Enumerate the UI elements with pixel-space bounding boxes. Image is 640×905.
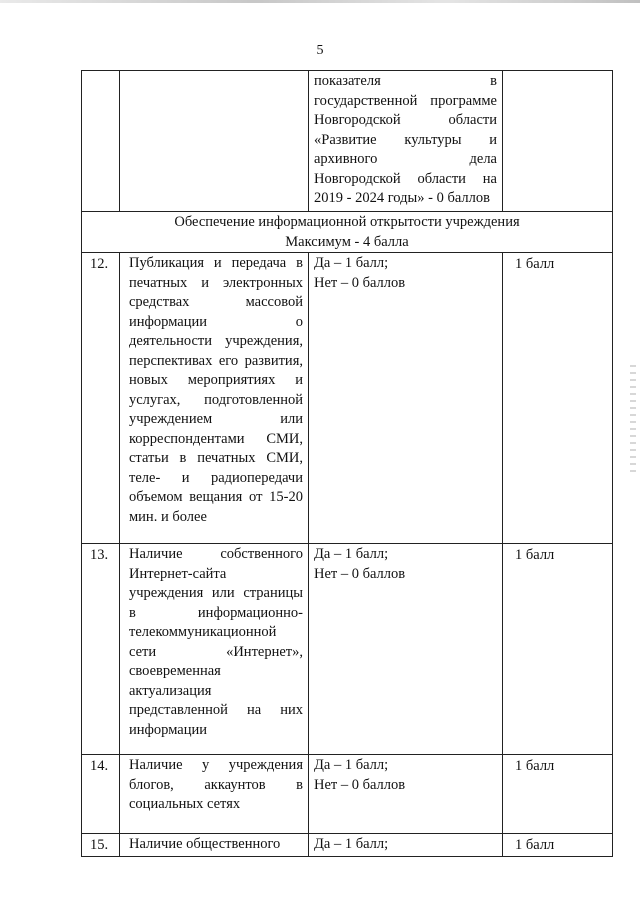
indicator-text: Публикация и передача в печатных и электронных средствах массовой информации о деятельности учреждения, перспективах его развития, новых мероприятиях и услугах, подготовленной учреждением или корреспондентами СМИ, статьи в печатных СМИ, теле- и радиопередачи объемом вещания от 15-20 мин. и более	[129, 255, 303, 525]
table-row	[82, 834, 613, 857]
cell-number	[82, 253, 120, 544]
criteria-yes: Да – 1 балл;	[314, 757, 389, 773]
score-text: 1 балл	[515, 547, 555, 563]
cell-number	[82, 834, 120, 857]
cell-criteria	[309, 755, 503, 834]
cell-score	[503, 544, 613, 755]
indicator-text: Наличие у учреждения блогов, аккаунтов в социальных сетях	[129, 757, 303, 812]
cell-number	[82, 544, 120, 755]
score-text: 1 балл	[515, 758, 555, 774]
cell-number	[82, 755, 120, 834]
criteria-yes: Да – 1 балл;	[314, 546, 389, 562]
criteria-yes: Да – 1 балл;	[314, 836, 389, 852]
row-number: 15.	[90, 837, 109, 853]
score-text: 1 балл	[515, 837, 555, 853]
criteria-block	[309, 253, 502, 293]
page-number: 5	[316, 43, 324, 58]
cell-score	[503, 834, 613, 857]
criteria-block	[309, 755, 502, 795]
section-maximum: Максимум - 4 балла	[285, 233, 409, 250]
cell-score	[503, 755, 613, 834]
criteria-block	[309, 834, 502, 855]
criteria-yes: Да – 1 балл;	[314, 255, 389, 271]
criteria-no: Нет – 0 баллов	[314, 274, 406, 291]
criteria-block	[309, 544, 502, 584]
criteria-no: Нет – 0 баллов	[314, 776, 406, 793]
cell-indicator	[120, 755, 309, 834]
cell-criteria	[309, 834, 503, 857]
table-row	[82, 544, 613, 755]
indicator-text: Наличие собственного Интернет-сайта учреждения или страницы в информационно-телекоммуникационной сети «Интернет», своевременная актуализация представленной на них информации	[129, 546, 303, 738]
row-number: 13.	[90, 547, 109, 563]
row-number: 12.	[90, 256, 109, 272]
cell-indicator	[120, 834, 309, 857]
cell-criteria	[309, 544, 503, 755]
table-row	[82, 755, 613, 834]
indicator-text: Наличие общественного	[129, 836, 281, 852]
cell-criteria	[309, 71, 503, 212]
section-header-cell	[82, 212, 613, 253]
cell-score-empty	[503, 71, 613, 212]
cell-indicator	[120, 253, 309, 544]
cell-number-empty	[82, 71, 120, 212]
cell-score	[503, 253, 613, 544]
section-title: Обеспечение информационной открытости учреждения	[174, 214, 520, 230]
criteria-no: Нет – 0 баллов	[314, 565, 406, 582]
scan-top-edge	[0, 0, 640, 3]
section-header-row	[82, 212, 613, 253]
cell-criteria	[309, 253, 503, 544]
criteria-text: показателя в государственной программе Новгородской области «Развитие культуры и архивного дела Новгородской области на 2019 - 2024 годы» - 0 баллов	[314, 73, 497, 206]
table-row-continued	[82, 71, 613, 212]
scan-side-marks	[630, 365, 636, 475]
score-text: 1 балл	[515, 256, 555, 272]
table-row	[82, 253, 613, 544]
row-number: 14.	[90, 758, 109, 774]
cell-indicator-empty	[120, 71, 309, 212]
criteria-table	[81, 70, 613, 857]
cell-indicator	[120, 544, 309, 755]
